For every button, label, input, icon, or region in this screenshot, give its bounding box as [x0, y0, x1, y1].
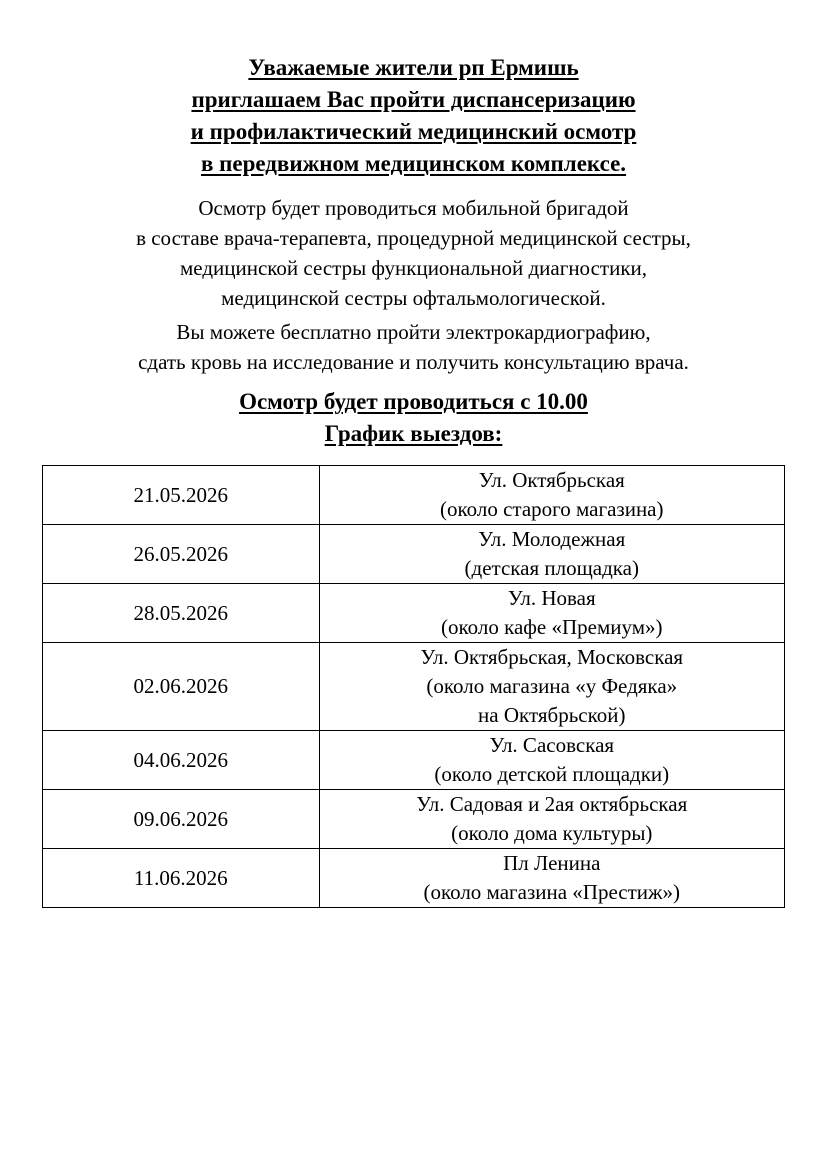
- visit-date: 28.05.2026: [43, 584, 320, 643]
- location-line: (около старого магазина): [440, 497, 664, 521]
- visit-location: [319, 790, 784, 849]
- location-line: (около детской площадки): [434, 762, 670, 786]
- location-line: Ул. Сасовская: [489, 733, 615, 757]
- schedule-heading: [0, 386, 827, 450]
- visit-location: [319, 584, 784, 643]
- visit-date: 26.05.2026: [43, 525, 320, 584]
- location-line: Ул. Садовая и 2ая октябрьская: [416, 792, 688, 816]
- visit-date: 21.05.2026: [43, 466, 320, 525]
- table-row: [43, 584, 785, 643]
- paragraph-line: Осмотр будет проводиться мобильной бригадой: [198, 196, 629, 220]
- start-time: Осмотр будет проводиться с 10.00: [239, 389, 588, 414]
- visit-date: 09.06.2026: [43, 790, 320, 849]
- location-line: (детская площадка): [464, 556, 639, 580]
- heading-line: приглашаем Вас пройти диспансеризацию: [191, 87, 636, 112]
- heading-line: в передвижном медицинском комплексе.: [200, 151, 627, 176]
- table-row: [43, 849, 785, 908]
- table-row: [43, 790, 785, 849]
- visit-location: [319, 525, 784, 584]
- visit-location: [319, 466, 784, 525]
- table-row: [43, 643, 785, 731]
- team-description: [0, 193, 827, 313]
- location-line: Ул. Октябрьская, Московская: [420, 645, 684, 669]
- paragraph-line: Вы можете бесплатно пройти электрокардиографию,: [176, 320, 651, 344]
- location-line: (около кафе «Премиум»): [441, 615, 663, 639]
- table-row: [43, 731, 785, 790]
- schedule-table: [42, 465, 785, 908]
- paragraph-line: медицинской сестры функциональной диагностики,: [179, 256, 648, 280]
- paragraph-line: сдать кровь на исследование и получить консультацию врача.: [138, 350, 689, 374]
- location-line: на Октябрьской): [478, 703, 626, 727]
- paragraph-line: в составе врача-терапевта, процедурной медицинской сестры,: [136, 226, 691, 250]
- visit-location: [319, 731, 784, 790]
- table-row: [43, 525, 785, 584]
- visit-date: 04.06.2026: [43, 731, 320, 790]
- location-line: Ул. Октябрьская: [478, 468, 625, 492]
- announcement-heading: [0, 52, 827, 180]
- visit-location: [319, 643, 784, 731]
- location-line: Ул. Молодежная: [478, 527, 626, 551]
- paragraph-line: медицинской сестры офтальмологической.: [221, 286, 606, 310]
- location-line: Ул. Новая: [507, 586, 596, 610]
- location-line: (около дома культуры): [451, 821, 653, 845]
- visit-date: 11.06.2026: [43, 849, 320, 908]
- heading-line: и профилактический медицинский осмотр: [190, 119, 637, 144]
- location-line: (около магазина «у Федяка»: [426, 674, 678, 698]
- table-row: [43, 466, 785, 525]
- location-line: (около магазина «Престиж»): [423, 880, 681, 904]
- schedule-title: График выездов:: [324, 421, 503, 446]
- location-line: Пл Ленина: [503, 851, 601, 875]
- visit-location: [319, 849, 784, 908]
- heading-line: Уважаемые жители рп Ермишь: [248, 55, 579, 80]
- services-description: [0, 317, 827, 377]
- visit-date: 02.06.2026: [43, 643, 320, 731]
